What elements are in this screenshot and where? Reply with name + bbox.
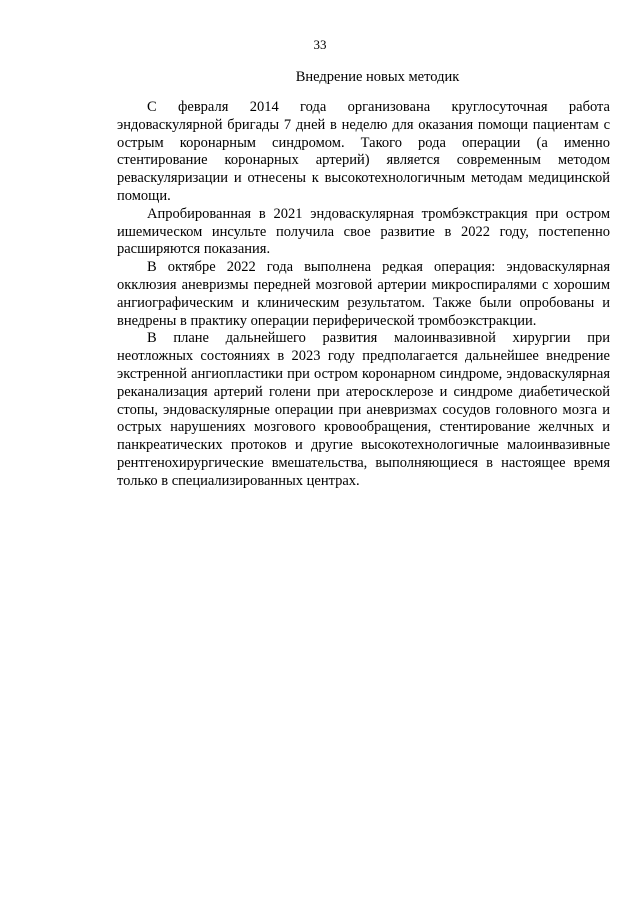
body-text bbox=[117, 99, 610, 491]
paragraph-1: С февраля 2014 года организована круглосуточная работа эндоваскулярной бригады 7 дней в неделю для оказания помощи пациентам с острым коронарным синдромом. Такого рода операции (а именно стентирование коронарных артерий) является современным методом реваскуляризации и отнесены к высокотехнологичным методам медицинской помощи. bbox=[117, 99, 610, 204]
section-title: Внедрение новых методик bbox=[295, 69, 460, 85]
paragraph-4: В плане дальнейшего развития малоинвазивной хирургии при неотложных состояниях в 2023 году предполагается дальнейшее внедрение экстренной ангиопластики при остром коронарном синдроме, эндоваскулярная реканализация артерий голени при атеросклерозе и синдроме диабетической стопы, эндоваскулярные операции при аневризмах сосудов головного мозга и острых нарушениях мозгового кровообращения, стентирование желчных и панкреатических протоков и другие высокотехнологичные малоинвазивные рентгенохирургические вмешательства, выполняющиеся в настоящее время только в специализированных центрах. bbox=[117, 330, 610, 489]
paragraph-2: Апробированная в 2021 эндоваскулярная тромбэкстракция при остром ишемическом инсульте получила свое развитие в 2022 году, постепенно расширяются показания. bbox=[117, 205, 610, 258]
paragraph-3: В октябре 2022 года выполнена редкая операция: эндоваскулярная окклюзия аневризмы передней мозговой артерии микроспиралями с хорошим ангиографическим и клиническим результатом. Также были опробованы и внедрены в практику операции периферической тромбоэкстракции. bbox=[117, 259, 610, 329]
page-number: 33 bbox=[313, 37, 327, 52]
